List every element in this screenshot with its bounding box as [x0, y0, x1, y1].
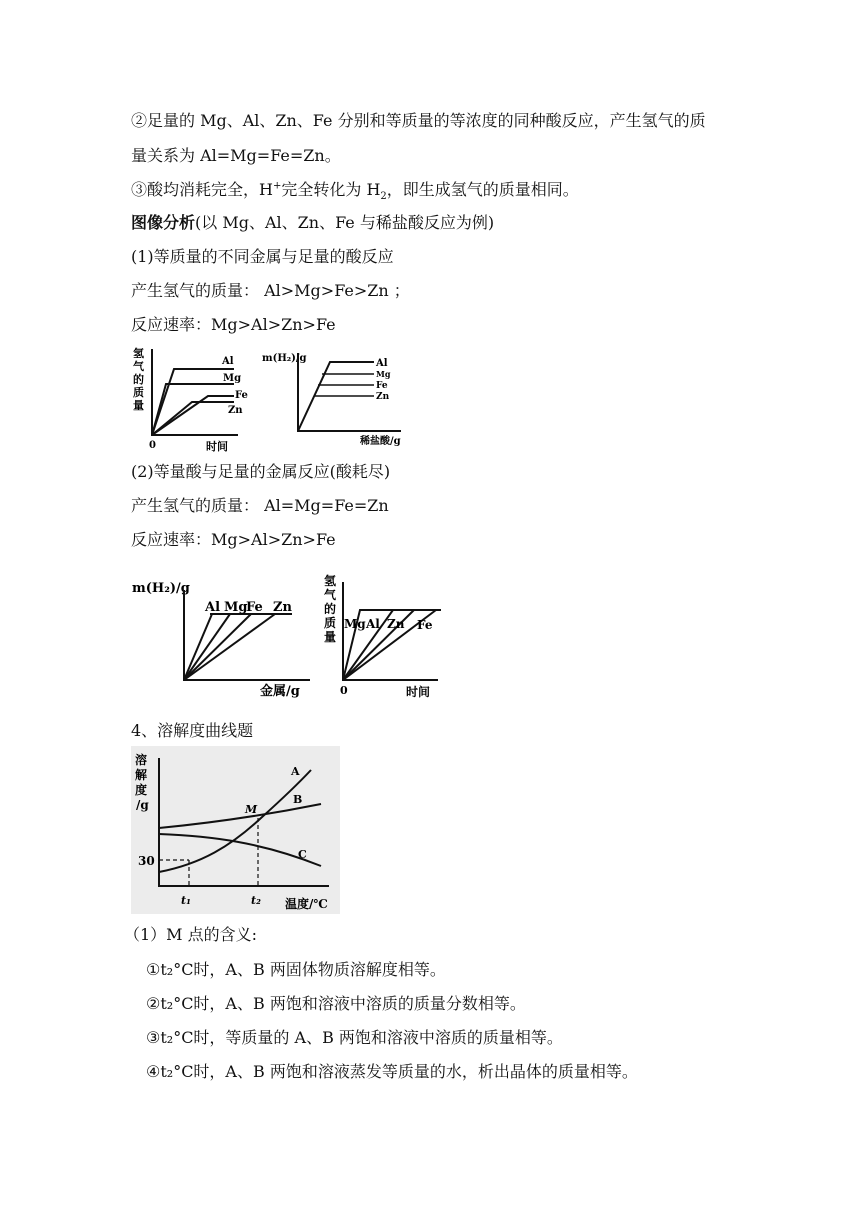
fig3-xlabel: 金属/g: [260, 684, 300, 699]
text-line-5: (1)等质量的不同金属与足量的酸反应: [131, 247, 394, 266]
fig1-xlabel: 时间: [206, 440, 228, 453]
fig4-ylabel-char: 量: [324, 630, 337, 644]
fig3-line-fe: [184, 614, 251, 680]
fig2-series-label: Fe: [376, 381, 388, 391]
fig2-xlabel: 稀盐酸/g: [360, 436, 401, 447]
figure-h2-vs-acid: [262, 344, 412, 452]
figure-h2-vs-metal: [130, 570, 320, 702]
text-line-10: 反应速率：Mg>Al>Zn>Fe: [131, 530, 336, 549]
text-line-3-sup: +: [272, 180, 282, 192]
fig1-series-label: Mg: [223, 373, 242, 384]
fig4-xlabel: 时间: [406, 685, 431, 699]
text-line-3-c: ，即生成氢气的质量相同。: [386, 180, 579, 199]
text-line-15: ③t₂°C时，等质量的 A、B 两饱和溶液中溶质的质量相等。: [146, 1028, 563, 1047]
fig5-ylabel-char: 溶: [135, 753, 148, 767]
fig1-series-label: Al: [222, 356, 234, 367]
fig1-series-label: Fe: [235, 390, 248, 401]
fig5-curve-label-c: C: [298, 848, 307, 861]
figure-h2-vs-time-equal-metal: [128, 344, 258, 452]
fig3-series-label: Zn: [273, 600, 292, 615]
text-line-3-a: ③酸均消耗完全，H: [131, 180, 273, 199]
fig4-origin: 0: [340, 684, 348, 697]
fig3-ylabel: m(H₂)/g: [132, 581, 190, 596]
text-line-16: ④t₂°C时，A、B 两饱和溶液蒸发等质量的水，析出晶体的质量相等。: [146, 1062, 638, 1081]
fig2-series-label: Zn: [376, 392, 390, 402]
fig1-ylabel-char: 量: [133, 399, 144, 412]
text-line-7: 反应速率：Mg>Al>Zn>Fe: [131, 315, 336, 334]
figure-solubility-curves: [131, 746, 340, 914]
text-line-4-b: (以 Mg、Al、Zn、Fe 与稀盐酸反应为例): [195, 213, 495, 232]
fig5-curve-label-a: A: [291, 765, 300, 778]
text-line-1: ②足量的 Mg、Al、Zn、Fe 分别和等质量的等浓度的同种酸反应，产生氢气的质: [131, 111, 706, 130]
fig5-x-tick-t1: t₁: [181, 894, 191, 907]
fig2-series-label: Al: [376, 358, 388, 369]
fig1-ylabel-char: 气: [133, 360, 144, 373]
fig4-ylabel-char: 氢: [324, 574, 337, 588]
fig4-series-label: Zn: [387, 617, 405, 631]
fig5-curve-label-b: B: [293, 793, 303, 806]
fig5-ylabel-char: 度: [135, 783, 148, 797]
fig2-series-label: Mg: [376, 369, 391, 379]
text-line-3: [131, 180, 579, 203]
text-line-3-sub: 2: [380, 191, 387, 203]
fig4-series-label: Al: [366, 617, 380, 631]
fig4-ylabel-char: 质: [324, 616, 337, 630]
fig1-ylabel-char: 的: [133, 373, 144, 386]
text-line-14: ②t₂°C时，A、B 两饱和溶液中溶质的质量分数相等。: [146, 994, 526, 1013]
fig5-ylabel-char: 解: [135, 768, 148, 782]
fig4-ylabel: [324, 573, 337, 644]
fig4-ylabel-char: 的: [324, 602, 337, 616]
fig5-x-tick-t2: t₂: [251, 894, 261, 907]
fig1-ylabel-char: 氢: [133, 347, 144, 360]
text-line-6: 产生氢气的质量： Al>Mg>Fe>Zn ；: [131, 281, 410, 300]
fig1-series-label: Zn: [228, 405, 243, 416]
fig5-point-label-m: M: [245, 803, 258, 816]
fig3-series-label: Mg: [224, 600, 248, 615]
fig3-series-label: Al: [205, 600, 221, 615]
fig3-series-label: Fe: [246, 600, 263, 615]
fig4-ylabel-char: 气: [324, 588, 337, 602]
text-line-12: （1）M 点的含义:: [124, 925, 258, 944]
section-heading-graph-analysis: 图像分析: [131, 213, 196, 232]
text-line-2: 量关系为 Al=Mg=Fe=Zn。: [131, 146, 341, 165]
fig1-origin: 0: [149, 440, 156, 451]
text-line-8: (2)等量酸与足量的金属反应(酸耗尽): [131, 462, 391, 481]
fig2-ylabel: m(H₂)/g: [262, 353, 307, 364]
fig5-ylabel-char: /g: [136, 798, 149, 812]
text-line-11: 4、溶解度曲线题: [131, 721, 254, 740]
figure-h2-vs-time-excess-metal: [320, 572, 450, 702]
text-line-9: 产生氢气的质量： Al=Mg=Fe=Zn: [131, 496, 389, 515]
fig4-series-label: Fe: [417, 618, 433, 632]
text-line-3-b: 完全转化为 H: [281, 180, 381, 199]
fig4-series-label: Mg: [344, 617, 366, 631]
text-line-13: ①t₂°C时，A、B 两固体物质溶解度相等。: [146, 960, 446, 979]
fig1-ylabel-char: 质: [133, 386, 144, 399]
fig1-ylabel: [133, 346, 145, 412]
text-line-4: [131, 213, 494, 233]
fig5-xlabel: 温度/℃: [285, 897, 328, 911]
fig5-y-tick: 30: [138, 854, 155, 868]
